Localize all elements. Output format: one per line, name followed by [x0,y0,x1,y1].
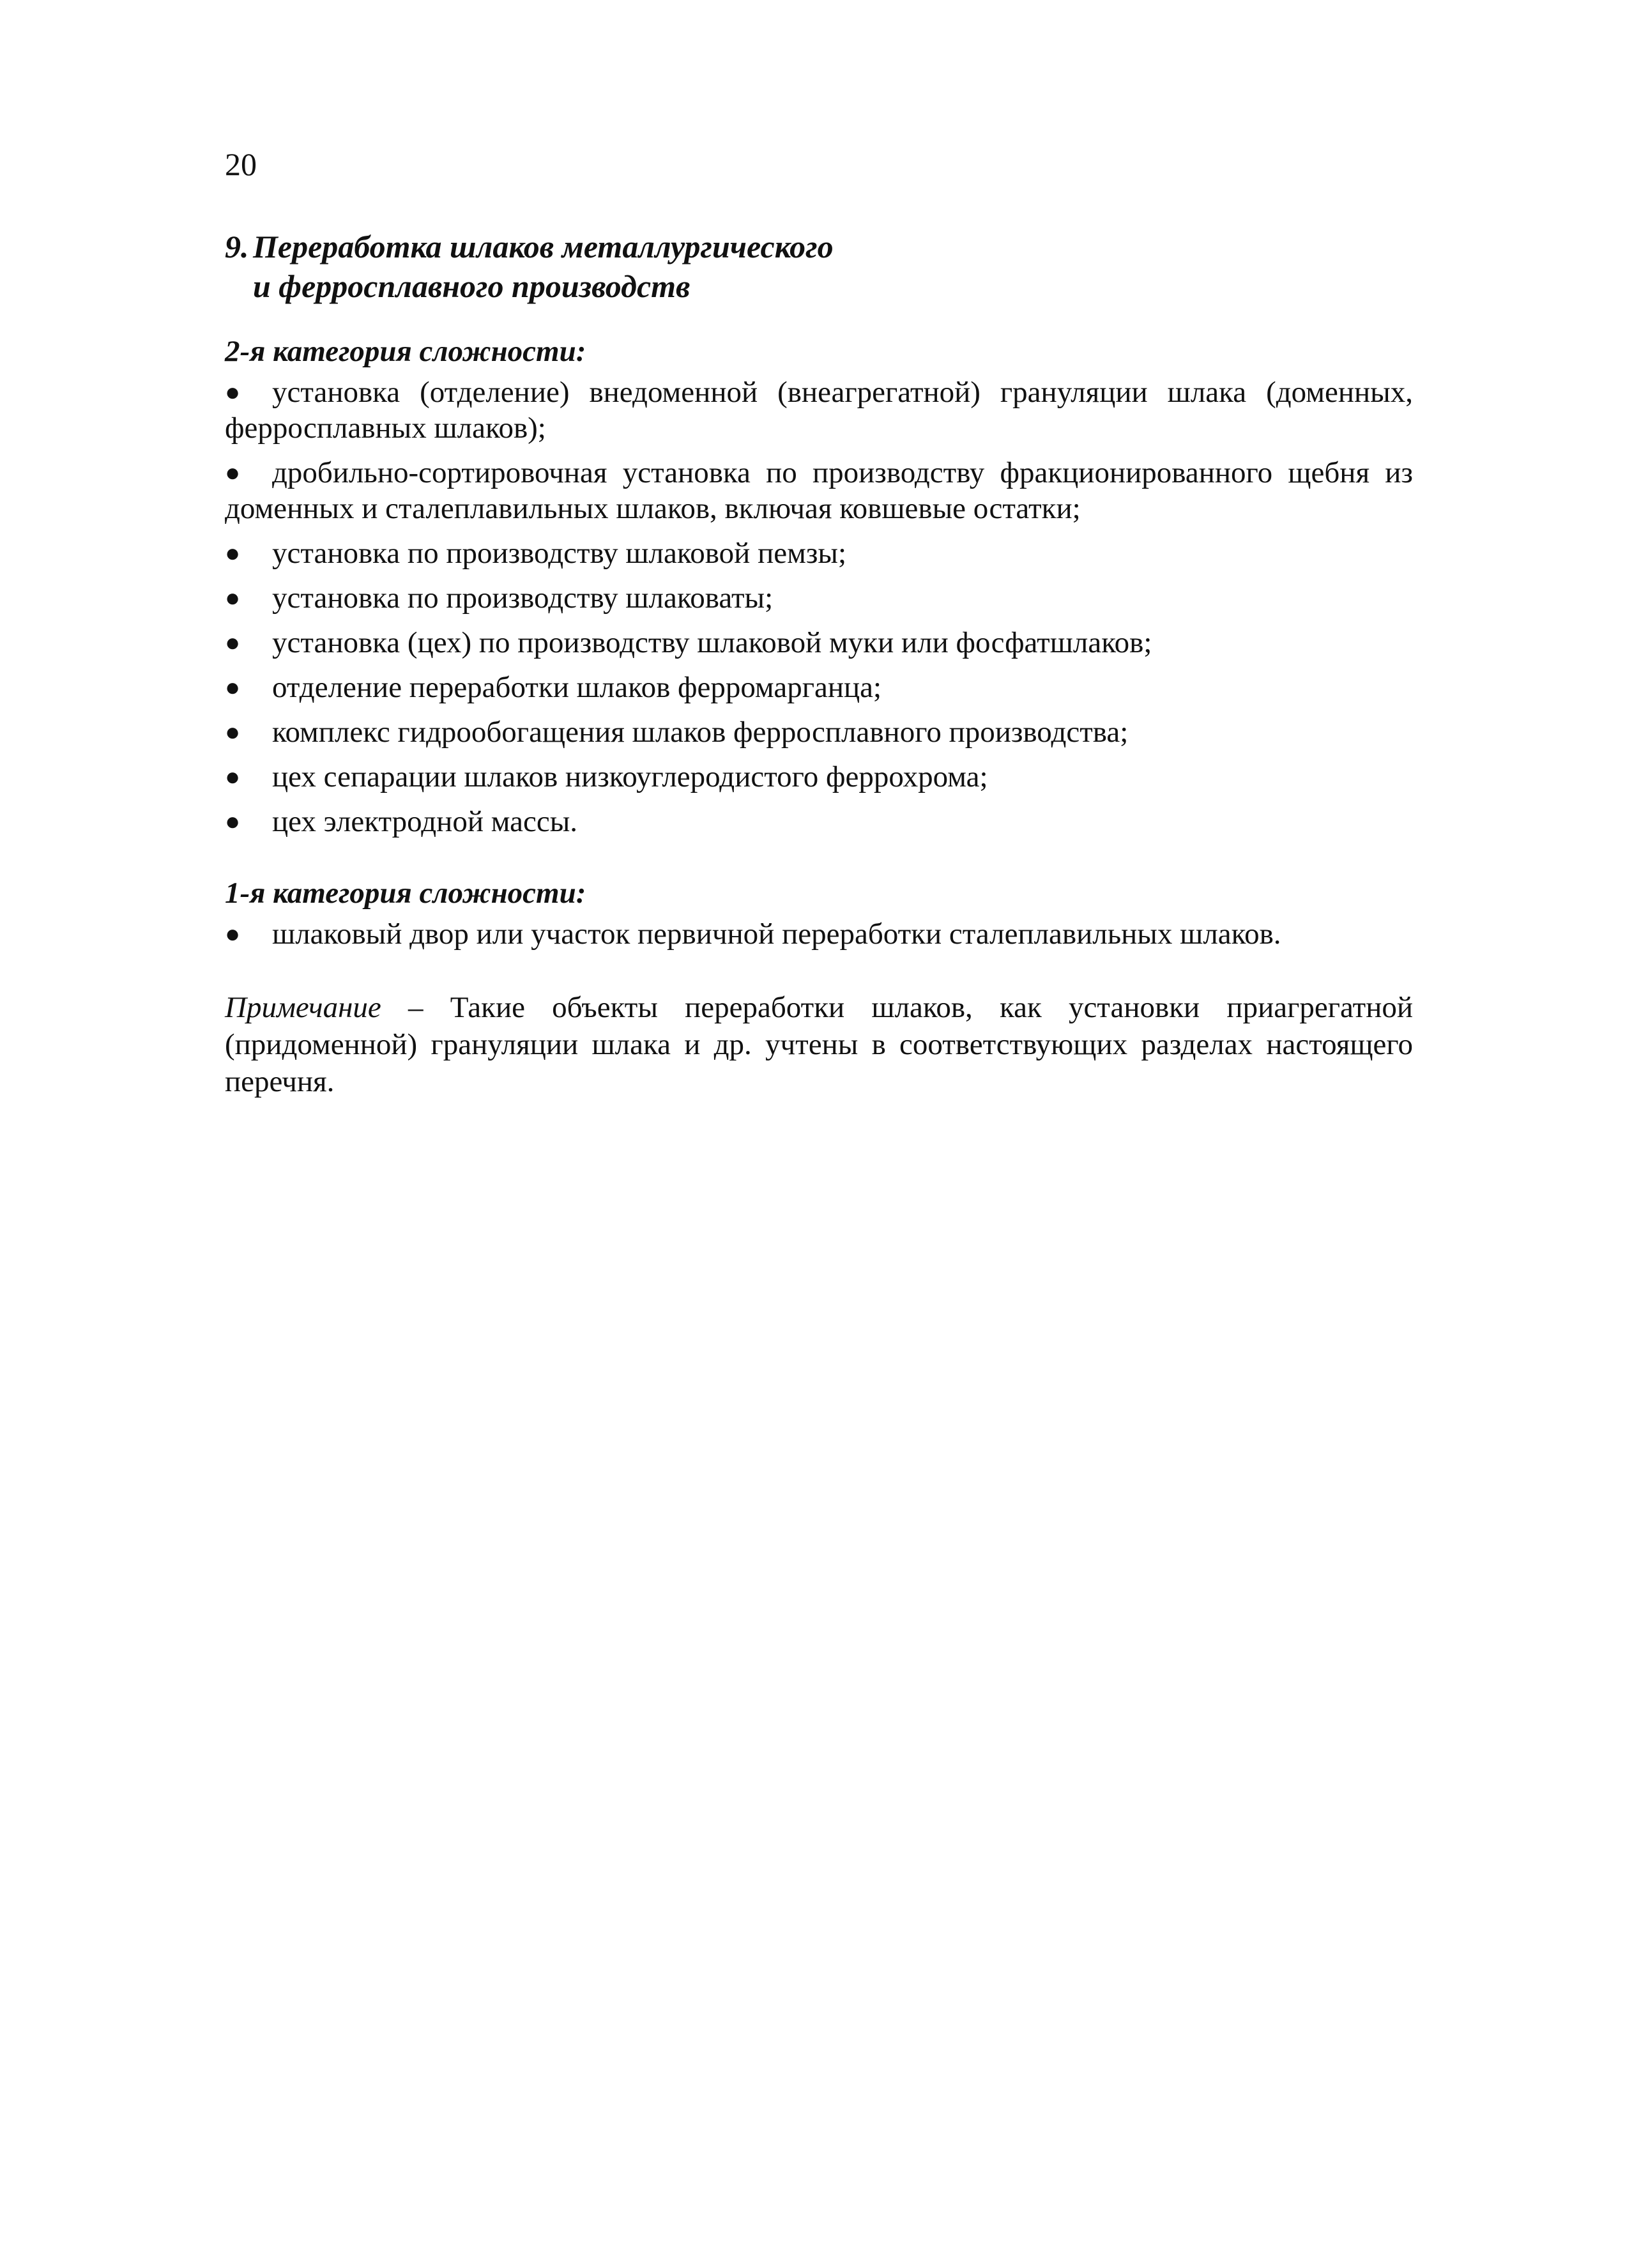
list-item: ● цех сепарации шлаков низкоуглеродистого феррохрома; [225,760,988,793]
list-item: ● установка по производству шлаковаты; [225,581,774,615]
list-item: ● установка по производству шлаковой пемзы; [225,537,847,570]
page-number: 20 [225,146,257,182]
bullet-icon: ● [225,919,241,948]
note-dash: – [408,991,423,1024]
bullet-icon: ● [225,628,241,657]
list-item: ● цех электродной массы. [225,805,578,838]
section-title-line2: и ферросплавного производств [253,268,690,304]
list-item: ● шлаковый двор или участок первичной переработки сталеплавильных шлаков. [225,917,1281,951]
bullet-icon: ● [225,583,241,612]
bullet-icon: ● [225,458,241,487]
category-2-block [225,333,1413,848]
bullet-icon: ● [225,378,241,406]
bullet-icon: ● [225,762,241,791]
bullet-icon: ● [225,807,241,836]
bullet-icon: ● [225,717,241,746]
category-1-list [225,916,1413,952]
note-text: Такие объекты переработки шлаков, как установки приагрегатной (придоменной) грануляции шлака и др. учтены в соответствующих разделах настоящего перечня. [225,991,1413,1098]
section-title-line1: Переработка шлаков металлургического [253,229,834,264]
category-1-block [225,875,1413,961]
category-1-heading: 1-я категория сложности: [225,877,586,910]
list-item: ● установка (отделение) внедоменной (внеагрегатной) грануляции шлака (доменных, ферросплавных шлаков); [225,376,1413,445]
list-item: ● отделение переработки шлаков ферромарганца; [225,671,882,704]
section-number: 9. [225,229,249,264]
list-item: ● дробильно-сортировочная установка по производству фракционированного щебня из доменных и сталеплавильных шлаков, включая ковшевые остатки; [225,456,1413,525]
note-paragraph [225,989,1413,1100]
category-2-heading: 2-я категория сложности: [225,335,586,368]
note-label: Примечание [225,991,381,1024]
list-item: ● комплекс гидрообогащения шлаков ферросплавного производства; [225,716,1129,749]
bullet-icon: ● [225,673,241,701]
list-item: ● установка (цех) по производству шлаковой муки или фосфатшлаков; [225,626,1152,659]
section-title [225,227,834,306]
bullet-icon: ● [225,539,241,567]
category-2-list [225,374,1413,839]
